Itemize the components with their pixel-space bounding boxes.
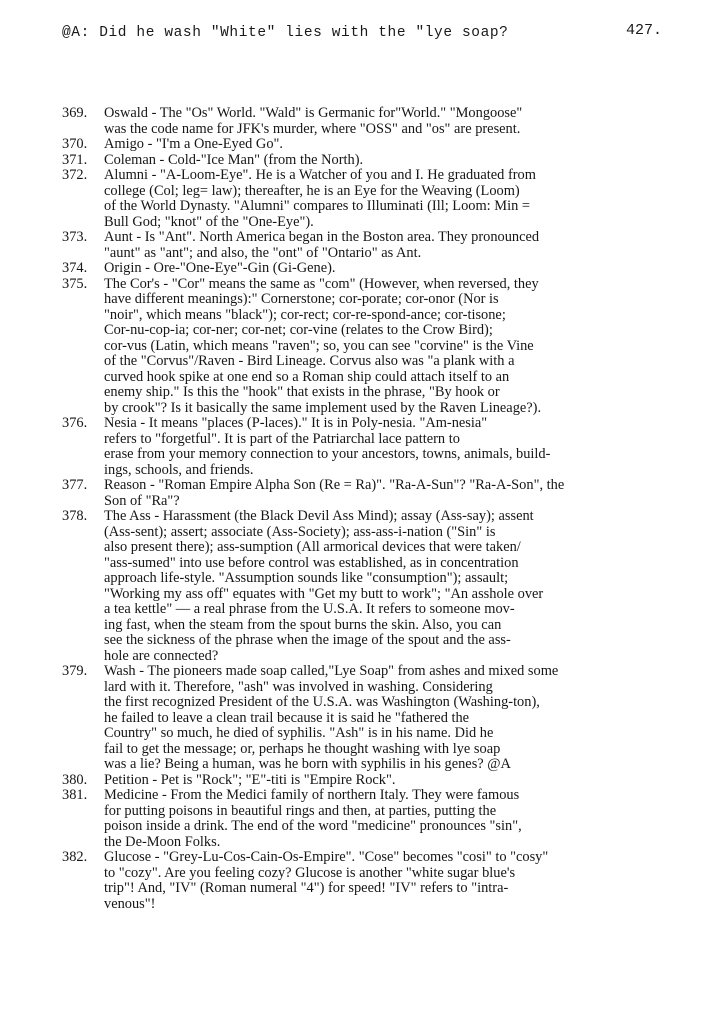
entry-item bbox=[62, 478, 662, 509]
entry-number: 370. bbox=[62, 136, 88, 152]
entry-item bbox=[62, 230, 662, 261]
entry-line: of the World Dynasty. "Alumni" compares to Illuminati (Ill; Loom: Min = bbox=[104, 198, 530, 214]
entry-item bbox=[62, 788, 662, 850]
entry-line: venous"! bbox=[104, 895, 156, 912]
entry-line: "Working my ass off" equates with "Get my butt to work"; "An asshole over bbox=[104, 585, 544, 602]
entry-line: cor-vus (Latin, which means "raven"; so, you can see "corvine" is the Vine bbox=[104, 337, 534, 354]
entry-item bbox=[62, 850, 662, 912]
page-number: 427. bbox=[625, 22, 662, 39]
entry-line: Medicine - From the Medici family of northern Italy. They were famous bbox=[104, 787, 520, 803]
entry-item bbox=[62, 277, 662, 417]
entry-number: 376. bbox=[62, 415, 88, 431]
entry-line: he failed to leave a clean trail because it is said he "fathered the bbox=[104, 709, 470, 726]
entry-line: Petition - Pet is "Rock"; "E"-titi is "Empire Rock". bbox=[104, 771, 396, 788]
entry-item bbox=[62, 773, 662, 789]
entry-line: The Ass - Harassment (the Black Devil Ass Mind); assay (Ass-say); assent bbox=[104, 508, 534, 524]
entry-text bbox=[104, 509, 662, 664]
entry-item bbox=[62, 416, 662, 478]
entry-item bbox=[62, 664, 662, 773]
entry-number: 371. bbox=[62, 151, 88, 168]
entry-line: hole are connected? bbox=[104, 647, 219, 664]
header-title: @A: Did he wash "White" lies with the "lye soap? bbox=[62, 25, 509, 41]
entry-line: by crook"? Is it basically the same implement used by the Raven Lineage?). bbox=[104, 399, 542, 416]
entry-list bbox=[62, 106, 662, 912]
entry-line: have different meanings):" Cornerstone; cor-porate; cor-onor (Nor is bbox=[104, 291, 499, 307]
entry-line: of the "Corvus"/Raven - Bird Lineage. Corvus also was "a plank with a bbox=[104, 353, 515, 369]
entry-number: 375. bbox=[62, 275, 88, 292]
entry-text bbox=[104, 773, 662, 789]
entry-text bbox=[104, 788, 662, 850]
entry-number: 377. bbox=[62, 477, 88, 493]
entry-line: Origin - Ore-"One-Eye"-Gin (Gi-Gene). bbox=[104, 260, 336, 276]
entry-line: the first recognized President of the U.S.A. was Washington (Washing-ton), bbox=[104, 694, 540, 710]
entry-line: erase from your memory connection to your ancestors, towns, animals, build- bbox=[104, 446, 551, 462]
entry-line: to "cozy". Are you feeling cozy? Glucose is another "white sugar blue's bbox=[104, 864, 516, 881]
entry-number: 369. bbox=[62, 105, 88, 121]
entry-line: refers to "forgetful". It is part of the Patriarchal lace pattern to bbox=[104, 430, 460, 447]
entry-number: 373. bbox=[62, 229, 88, 245]
entry-text bbox=[104, 137, 662, 153]
entry-line: Glucose - "Grey-Lu-Cos-Cain-Os-Empire". "Cose" becomes "cosi" to "cosy" bbox=[104, 849, 549, 865]
entry-line: Wash - The pioneers made soap called,"Lye Soap" from ashes and mixed some bbox=[104, 663, 559, 679]
entry-line: Bull God; "knot" of the "One-Eye"). bbox=[104, 213, 314, 230]
entry-line: The Cor's - "Cor" means the same as "com" (However, when reversed, they bbox=[104, 275, 539, 292]
entry-line: Alumni - "A-Loom-Eye". He is a Watcher of you and I. He graduated from bbox=[104, 167, 536, 183]
entry-text bbox=[104, 478, 662, 509]
entry-item bbox=[62, 106, 662, 137]
entry-line: "ass-sumed" into use before control was established, as in concentration bbox=[104, 554, 519, 571]
entry-item bbox=[62, 168, 662, 230]
entry-text bbox=[104, 850, 662, 912]
entry-line: also present there); ass-sumption (All armorical devices that were taken/ bbox=[104, 539, 521, 555]
entry-item bbox=[62, 509, 662, 664]
entry-line: ings, schools, and friends. bbox=[104, 461, 254, 478]
entry-line: Cor-nu-cop-ia; cor-ner; cor-net; cor-vine (relates to the Crow Bird); bbox=[104, 322, 493, 338]
entry-line: (Ass-sent); assert; associate (Ass-Society); ass-ass-i-nation ("Sin" is bbox=[104, 523, 496, 540]
entry-line: Amigo - "I'm a One-Eyed Go". bbox=[104, 136, 283, 152]
entry-line: Country" so much, he died of syphilis. "Ash" is in his name. Did he bbox=[104, 725, 494, 741]
entry-line: a tea kettle" — a real phrase from the U.S.A. It refers to someone mov- bbox=[104, 601, 515, 617]
entry-text bbox=[104, 277, 662, 417]
entry-item bbox=[62, 137, 662, 153]
entry-line: was a lie? Being a human, was he born with syphilis in his genes? @A bbox=[104, 756, 511, 772]
entry-line: "noir", which means "black"); cor-rect; cor-re-spond-ance; cor-tisone; bbox=[104, 306, 506, 323]
entry-text bbox=[104, 230, 662, 261]
entry-line: fail to get the message; or, perhaps he thought washing with lye soap bbox=[104, 740, 501, 757]
page-header bbox=[62, 22, 662, 46]
entry-line: curved hook spike at one end so a Roman ship could attach itself to an bbox=[104, 368, 510, 385]
entry-item bbox=[62, 261, 662, 277]
entry-text bbox=[104, 153, 662, 169]
entry-text bbox=[104, 168, 662, 230]
entry-line: Oswald - The "Os" World. "Wald" is Germanic for"World." "Mongoose" bbox=[104, 105, 523, 121]
entry-line: lard with it. Therefore, "ash" was involved in washing. Considering bbox=[104, 678, 493, 695]
entry-line: trip"! And, "IV" (Roman numeral "4") for speed! "IV" refers to "intra- bbox=[104, 880, 509, 896]
entry-item bbox=[62, 153, 662, 169]
entry-number: 374. bbox=[62, 260, 88, 276]
entry-line: Nesia - It means "places (P-laces)." It is in Poly-nesia. "Am-nesia" bbox=[104, 415, 488, 431]
entry-text bbox=[104, 416, 662, 478]
entry-text bbox=[104, 106, 662, 137]
entry-line: poison inside a drink. The end of the word "medicine" pronounces "sin", bbox=[104, 818, 522, 834]
entry-line: Aunt - Is "Ant". North America began in the Boston area. They pronounced bbox=[104, 229, 540, 245]
entry-line: for putting poisons in beautiful rings and then, at parties, putting the bbox=[104, 802, 497, 819]
entry-line: Son of "Ra"? bbox=[104, 492, 180, 509]
entry-line: the De-Moon Folks. bbox=[104, 833, 221, 850]
entry-number: 382. bbox=[62, 849, 88, 865]
entry-number: 379. bbox=[62, 663, 88, 679]
entry-number: 378. bbox=[62, 508, 88, 524]
entry-line: "aunt" as "ant"; and also, the "ont" of "Ontario" as Ant. bbox=[104, 244, 422, 261]
entry-text bbox=[104, 664, 662, 773]
entry-line: Reason - "Roman Empire Alpha Son (Re = Ra)". "Ra-A-Sun"? "Ra-A-Son", the bbox=[104, 477, 565, 493]
entry-text bbox=[104, 261, 662, 277]
entry-line: Coleman - Cold-"Ice Man" (from the North). bbox=[104, 151, 364, 168]
entry-number: 381. bbox=[62, 787, 88, 803]
entry-number: 372. bbox=[62, 167, 88, 183]
entry-line: see the sickness of the phrase when the image of the spout and the ass- bbox=[104, 632, 511, 648]
entry-line: approach life-style. "Assumption sounds like "consumption"); assault; bbox=[104, 570, 509, 586]
entry-line: college (Col; leg= law); thereafter, he is an Eye for the Weaving (Loom) bbox=[104, 182, 520, 199]
entry-number: 380. bbox=[62, 771, 88, 788]
entry-line: was the code name for JFK's murder, where "OSS" and "os" are present. bbox=[104, 120, 521, 137]
entry-line: enemy ship." Is this the "hook" that exists in the phrase, "By hook or bbox=[104, 384, 500, 400]
entry-line: ing fast, when the steam from the spout burns the skin. Also, you can bbox=[104, 616, 502, 633]
